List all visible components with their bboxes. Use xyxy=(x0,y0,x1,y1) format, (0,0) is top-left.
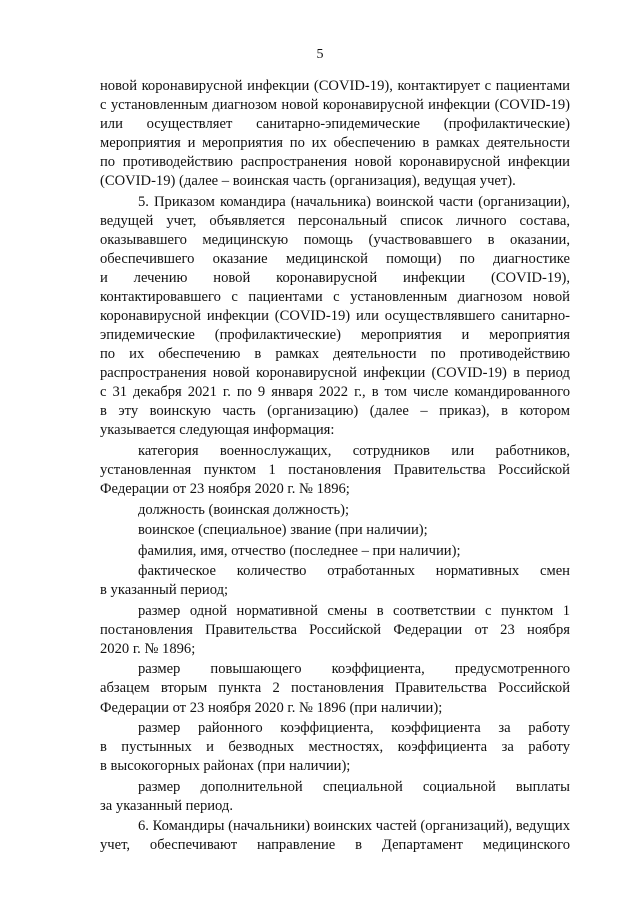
text-line: мероприятия и мероприятия по их обеспечению в рамках деятельности xyxy=(100,135,570,152)
text-line: постановления Правительства Российской Федерации от 23 ноября xyxy=(100,621,570,638)
document-body xyxy=(100,77,570,855)
text-line: с 31 декабря 2021 г. по 9 января 2022 г., в том числе командированного xyxy=(100,384,570,401)
text-line: указывается следующая информация: xyxy=(100,422,335,439)
text-line: абзацем вторым пункта 2 постановления Правительства Российской xyxy=(100,680,570,697)
text-line: размер одной нормативной смены в соответствии с пунктом 1 xyxy=(138,602,570,619)
text-line: оказывавшего медицинскую помощь (участвовавшего в оказании, xyxy=(100,231,570,248)
text-line: в высокогорных районах (при наличии); xyxy=(100,758,351,775)
text-line: категория военнослужащих, сотрудников или работников, xyxy=(138,442,570,459)
text-line: размер районного коэффициента, коэффициента за работу xyxy=(138,720,570,737)
text-line: в эту воинскую часть (организацию) (далее – приказ), в котором xyxy=(100,403,570,420)
text-line: фамилия, имя, отчество (последнее – при наличии); xyxy=(138,542,461,559)
text-line: новой коронавирусной инфекции (COVID-19), контактирует с пациентами xyxy=(100,78,570,94)
text-line: эпидемические (профилактические) мероприятия и мероприятия xyxy=(100,327,570,344)
text-line: ведущей учет, объявляется персональный список личного состава, xyxy=(100,212,570,229)
text-line: обеспечившего оказание медицинской помощи) по диагностике xyxy=(100,250,570,267)
text-line: по их обеспечению в рамках деятельности по противодействию xyxy=(100,346,570,363)
text-line: установленная пунктом 1 постановления Правительства Российской xyxy=(100,461,570,478)
text-line: 6. Командиры (начальники) воинских частей (организаций), ведущих xyxy=(138,818,570,835)
text-line: размер повышающего коэффициента, предусмотренного xyxy=(138,661,570,678)
text-line: в пустынных и безводных местностях, коэффициента за работу xyxy=(100,739,570,756)
text-line: воинское (специальное) звание (при наличии); xyxy=(138,522,428,539)
text-line: с установленным диагнозом новой коронавирусной инфекции (COVID-19) xyxy=(100,97,570,114)
text-line: 5. Приказом командира (начальника) воинской части (организации), xyxy=(138,193,570,210)
text-line: по противодействию распространения новой коронавирусной инфекции xyxy=(100,154,570,171)
text-line: в указанный период; xyxy=(100,582,229,599)
text-line: распространения новой коронавирусной инфекции (COVID-19) в период xyxy=(100,365,570,382)
page-number: 5 xyxy=(316,47,324,62)
text-line: 2020 г. № 1896; xyxy=(100,640,196,657)
text-line: размер дополнительной специальной социальной выплаты xyxy=(138,778,570,795)
text-line: учет, обеспечивают направление в Департамент медицинского xyxy=(100,837,570,854)
text-line: или осуществляет санитарно-эпидемические (профилактические) xyxy=(100,116,570,133)
text-line: фактическое количество отработанных нормативных смен xyxy=(138,563,570,580)
text-line: и лечению новой коронавирусной инфекции (COVID-19), xyxy=(100,269,570,286)
text-line: Федерации от 23 ноября 2020 г. № 1896; xyxy=(100,480,350,497)
text-line: за указанный период. xyxy=(100,797,234,814)
text-line: коронавирусной инфекции (COVID-19) или осуществлявшего санитарно- xyxy=(100,308,570,325)
text-line: (COVID-19) (далее – воинская часть (организация), ведущая учет). xyxy=(100,173,516,190)
text-line: должность (воинская должность); xyxy=(138,501,350,518)
text-line: контактировавшего с пациентами с установленным диагнозом новой xyxy=(100,289,570,306)
text-line: Федерации от 23 ноября 2020 г. № 1896 (при наличии); xyxy=(100,699,443,716)
